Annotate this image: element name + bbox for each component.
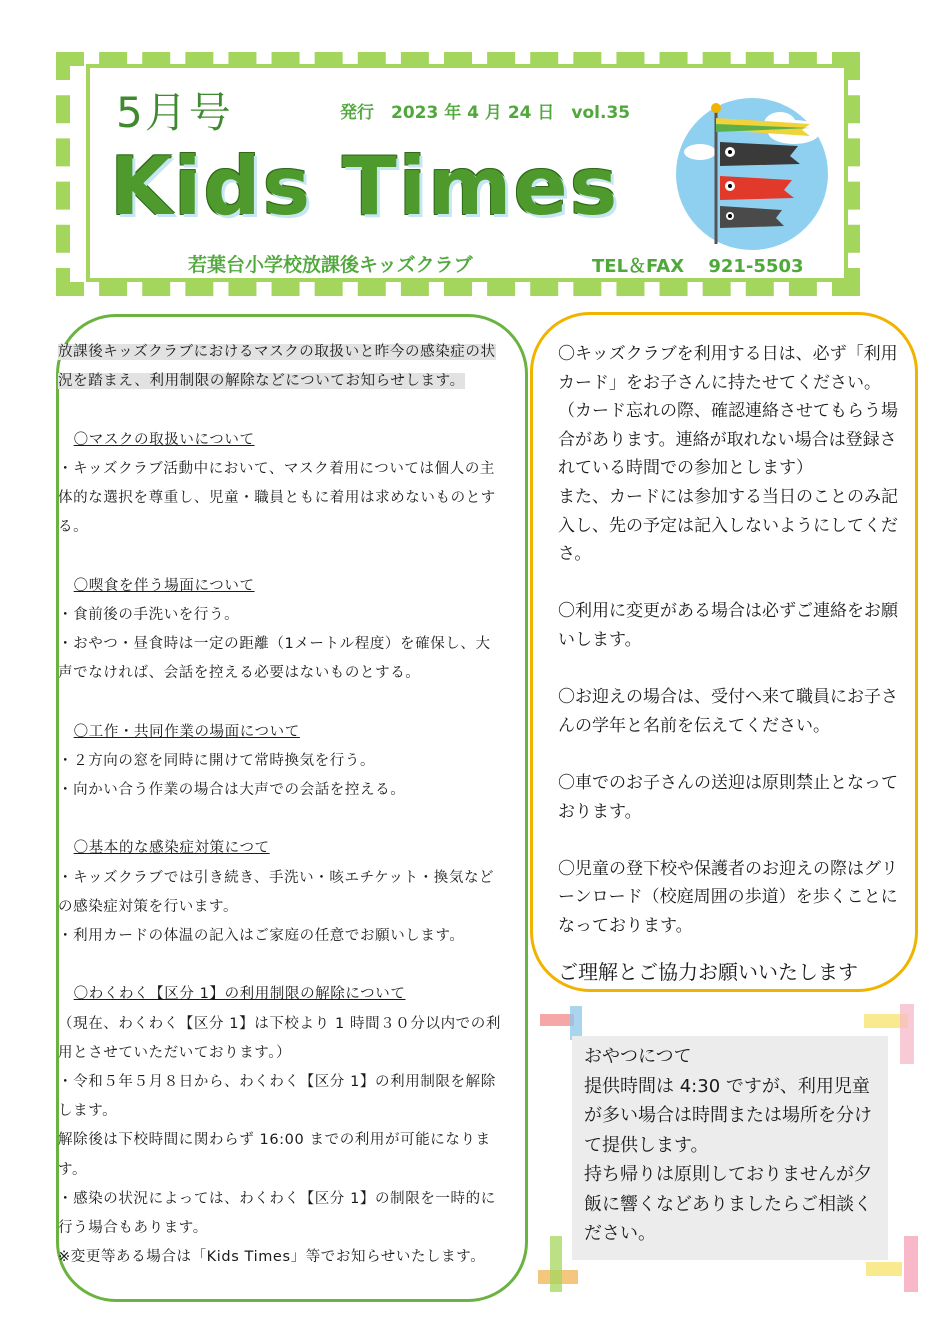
issue-month: 5月号 xyxy=(116,88,233,137)
snack-heading: おやつにつて xyxy=(584,1046,692,1067)
section-heading-waku-waku: 〇わくわく【区分 1】の利用制限の解除について xyxy=(73,986,406,1003)
tape-decoration xyxy=(904,1236,918,1292)
intro-text: 放課後キッズクラブにおけるマスクの取扱いと昨今の感染症の状況を踏まえ、利用制限の解除などについてお知らせします。 xyxy=(58,344,496,390)
tape-decoration xyxy=(866,1262,902,1276)
tape-decoration xyxy=(550,1236,562,1292)
section-body-crafts: ・２方向の窓を同時に開けて常時換気を行う。 ・向かい合う作業の場合は大声での会話を控える。 xyxy=(58,752,406,799)
left-info-content xyxy=(58,338,504,1273)
tape-decoration xyxy=(540,1014,574,1026)
right-info-content xyxy=(558,340,906,940)
koinobori-illustration xyxy=(672,94,832,254)
section-heading-eating: 〇喫食を伴う場面について xyxy=(73,577,255,594)
snack-note-content xyxy=(584,1042,884,1249)
issue-date: 発行 2023 年 4 月 24 日 vol.35 xyxy=(340,103,631,123)
notice-changes: 〇利用に変更がある場合は必ずご連絡をお願いします。 xyxy=(558,601,898,650)
section-heading-crafts: 〇工作・共同作業の場面について xyxy=(73,723,300,740)
notice-car: 〇車でのお子さんの送迎は原則禁止となっております。 xyxy=(558,772,898,822)
section-body-infection-control: ・キッズクラブでは引き続き、手洗い・咳エチケット・換気などの感染症対策を行います。 ・利用カードの体温の記入はご家庭の任意でお願いします。 xyxy=(58,869,495,945)
tape-decoration xyxy=(900,1004,914,1064)
snack-body: 提供時間は 4:30 ですが、利用児童が多い場合は時間または場所を分けて提供します。 持ち帰りは原則しておりませんが夕飯に響くなどありましたらご相談ください。 xyxy=(584,1075,872,1244)
newsletter-title: Kids Times xyxy=(110,140,620,233)
closing-message: ご理解とご協力お願いいたします xyxy=(558,960,858,984)
tape-decoration xyxy=(570,1006,582,1040)
tel-fax: TEL＆FAX 921-5503 xyxy=(592,256,804,277)
section-heading-infection-control: 〇基本的な感染症対策につて xyxy=(73,840,270,857)
notice-usage-card: 〇キッズクラブを利用する日は、必ず「利用カード」をお子さんに持たせてください。 （カード忘れの際、確認連絡させてもらう場合があります。連絡が取れない場合は登録されている時間での参加とします） また、カードには参加する当日のことのみ記入し、先の予定は記入しないようにしてくださ。 xyxy=(558,344,898,565)
section-body-eating: ・食前後の手洗いを行う。 ・おやつ・昼食時は一定の距離（1メートル程度）を確保し、大声でなければ、会話を控える必要はないものとする。 xyxy=(58,606,491,682)
section-heading-mask: 〇マスクの取扱いについて xyxy=(73,431,255,448)
section-body-mask: ・キッズクラブ活動中において、マスク着用については個人の主体的な選択を尊重し、児童・職員ともに着用は求めないものとする。 xyxy=(58,460,496,536)
club-name: 若葉台小学校放課後キッズクラブ xyxy=(188,254,473,276)
notice-green-road: 〇児童の登下校や保護者のお迎えの際はグリーンロード（校庭周囲の歩道）を歩くことになっております。 xyxy=(558,858,898,936)
section-body-waku-waku: （現在、わくわく【区分 1】は下校より 1 時間３０分以内での利用とさせていただいております。） ・令和５年５月８日から、わくわく【区分 1】の利用制限を解除します。 解除後は下校時間に関わらず 16:00 までの利用が可能になります。 ・感染の状況によっては、わくわく【区分 1】の制限を一時的に行う場合もあります。 ※変更等ある場合は「Kids Times」等でお知らせいたします。 xyxy=(58,1015,501,1266)
notice-pickup: 〇お迎えの場合は、受付へ来て職員にお子さんの学年と名前を伝えてください。 xyxy=(558,687,898,736)
